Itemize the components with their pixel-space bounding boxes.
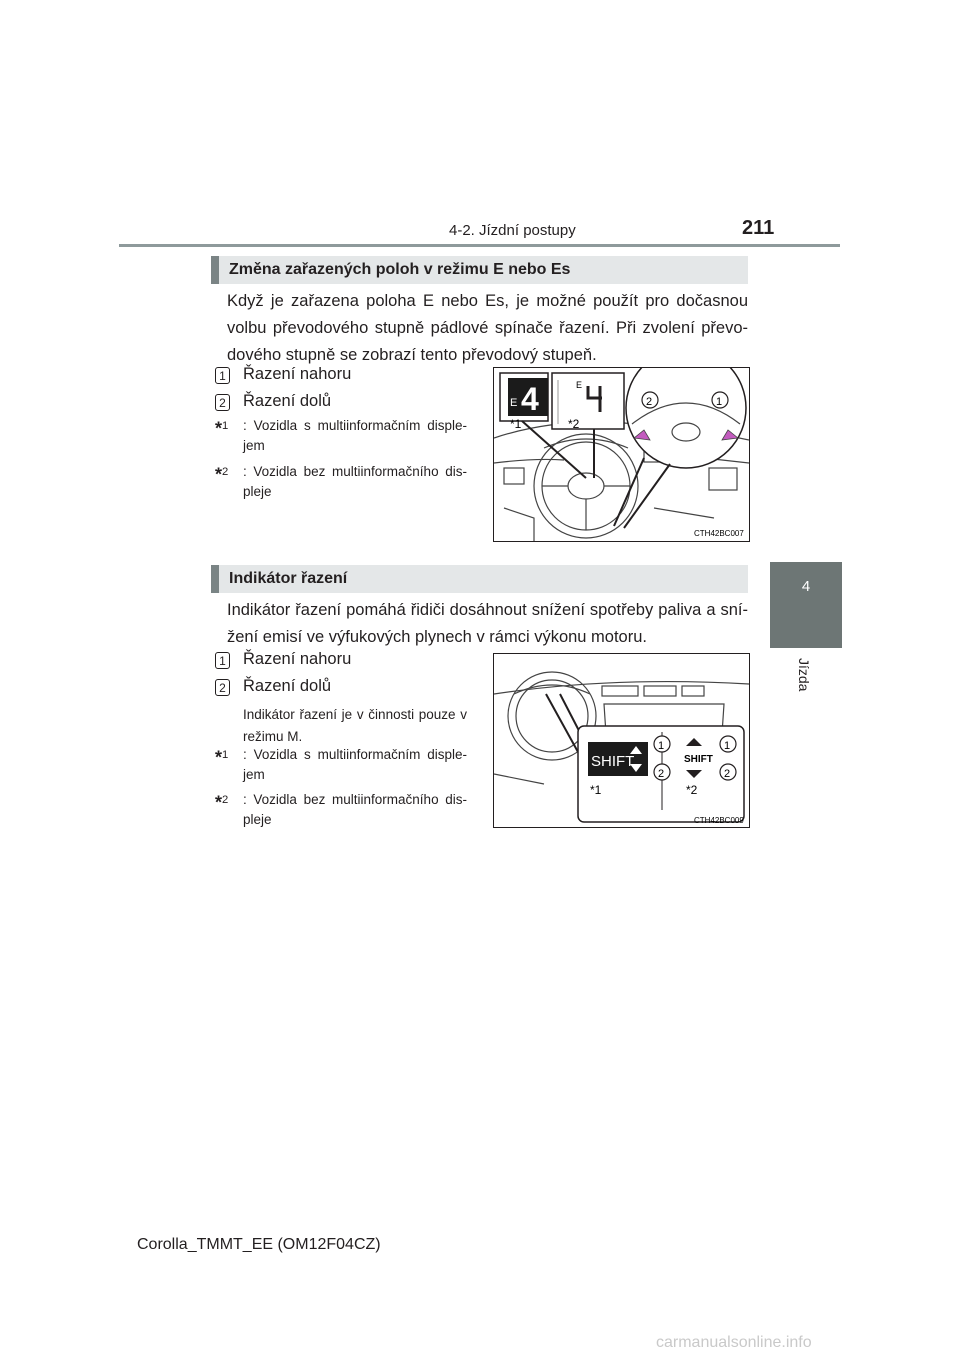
callout-2-lamp: 2: [724, 768, 731, 780]
watermark: carmanualsonline.info: [656, 1334, 812, 1351]
page-number: 211: [742, 217, 775, 239]
figure-mark-2: *2: [568, 417, 580, 431]
chapter-tab: [770, 562, 842, 648]
footnote: [215, 462, 467, 502]
chapter-label: Jízda: [796, 658, 812, 692]
shift-lamp-label: SHIFT: [684, 754, 713, 765]
figure-mark-1: *1: [590, 783, 602, 797]
callout-1: 1: [716, 396, 723, 408]
footnote-number: 2: [222, 466, 229, 478]
meter-drawing: [494, 654, 749, 827]
display-gear-digit: 4: [521, 381, 539, 417]
header-rule: [119, 244, 840, 247]
callout-1-meter: 1: [658, 740, 665, 752]
item-label: Řazení nahoru: [243, 365, 352, 383]
footnote: [215, 416, 467, 456]
figure-code: CTH42BC007: [694, 529, 744, 538]
section-paragraph: Když je zařazena poloha E nebo Es, je možné použít pro dočasnou volbu převodového stupně pádlové spínače řazení. Při zvolení převo-dového stupně se zobrazí tento převodový stupeň.: [227, 292, 748, 364]
footnote-asterisk: *: [215, 792, 223, 813]
dashboard-drawing: [494, 368, 749, 541]
operation-note: Indikátor řazení je v činnosti pouze v režimu M.: [243, 707, 467, 744]
section-heading-e-mode: Změna zařazených poloh v režimu E nebo Es: [211, 256, 748, 284]
footer-model-code: Corolla_TMMT_EE (OM12F04CZ): [137, 1236, 381, 1253]
segment-mode-letter: E: [576, 380, 583, 390]
shift-display-label: SHIFT: [591, 753, 635, 770]
footnote-asterisk: *: [215, 747, 223, 768]
shift-indicator-illustration: [493, 653, 750, 828]
footnote-number: 2: [222, 794, 229, 806]
footnote-number: 1: [222, 749, 229, 761]
footnote-text: : Vozidla bez multiinformačního dis-pleje: [243, 792, 467, 827]
footnote-asterisk: *: [215, 464, 223, 485]
footnote-text: : Vozidla s multiinformačním disple-jem: [243, 418, 467, 453]
item-number: 2: [215, 394, 230, 411]
callout-1-lamp: 1: [724, 740, 731, 752]
footnote-text: : Vozidla s multiinformačním disple-jem: [243, 747, 467, 782]
display-mode-letter: E: [510, 397, 518, 409]
item-number: 1: [215, 367, 230, 384]
item-label: Řazení dolů: [243, 677, 332, 695]
footnote-asterisk: *: [215, 418, 223, 439]
figure-mark-2: *2: [686, 783, 698, 797]
footnote: [215, 745, 467, 785]
item-label: Řazení dolů: [243, 392, 332, 410]
footnote: [215, 790, 467, 830]
chapter-number: 4: [801, 578, 811, 595]
item-label: Řazení nahoru: [243, 650, 352, 668]
callout-2-meter: 2: [658, 768, 665, 780]
item-number: 1: [215, 652, 230, 669]
footnote-number: 1: [222, 420, 229, 432]
callout-2: 2: [646, 396, 653, 408]
figure-mark-1: *1: [510, 417, 522, 431]
section-paragraph: Indikátor řazení pomáhá řidiči dosáhnout snížení spotřeby paliva a sní-žení emisí ve výfukových plynech v rámci výkonu motoru.: [227, 601, 748, 646]
item-number: 2: [215, 679, 230, 696]
figure-code: CTH42BC009: [694, 816, 744, 825]
footnote-text: : Vozidla bez multiinformačního dis-pleje: [243, 464, 467, 499]
paddle-shift-illustration: [493, 367, 750, 542]
section-heading-shift-indicator: Indikátor řazení: [211, 565, 748, 593]
running-header-section: 4-2. Jízdní postupy: [449, 222, 576, 239]
